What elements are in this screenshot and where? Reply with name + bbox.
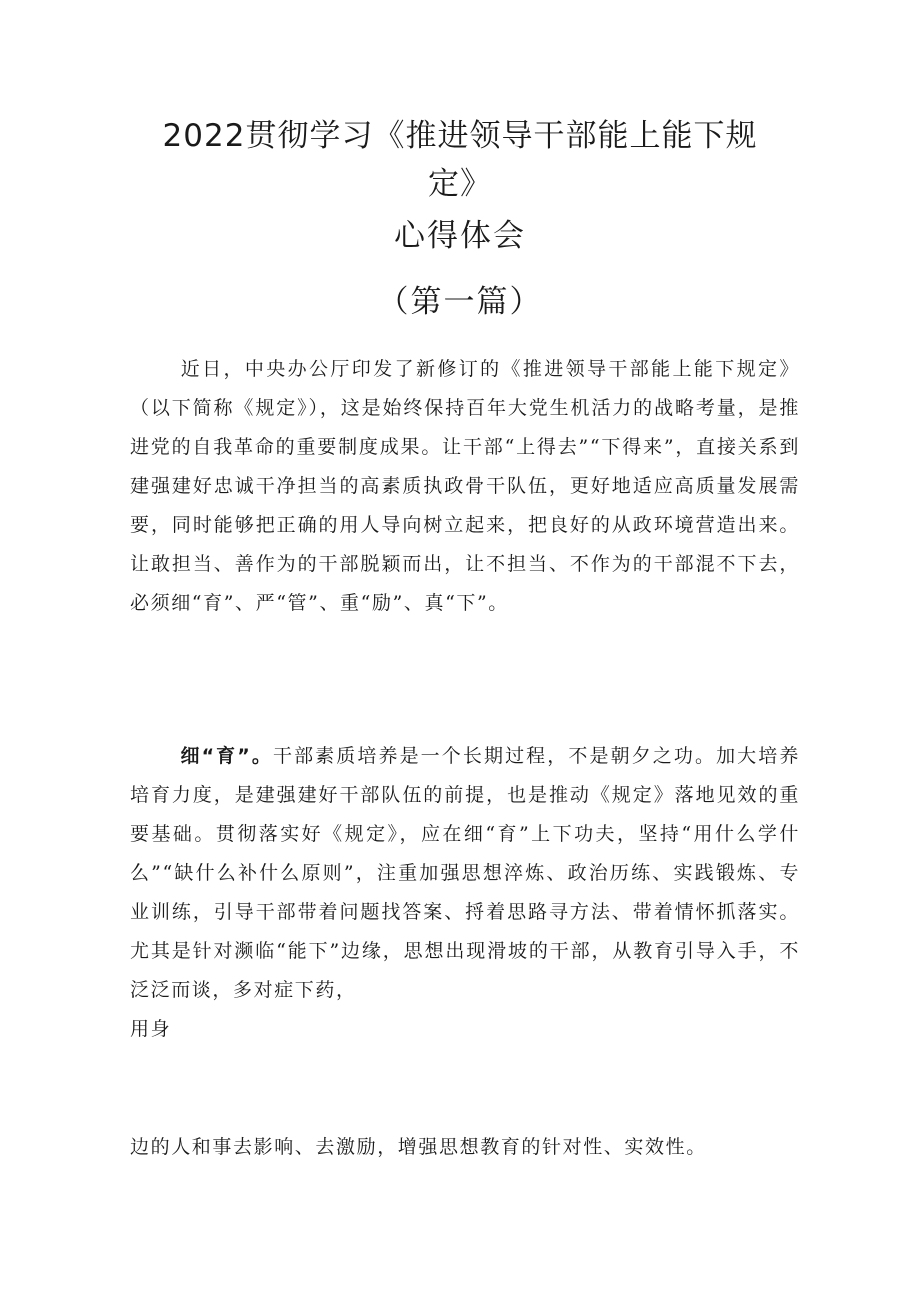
part-label: （第一篇） [377,284,543,320]
paragraph-education [130,737,800,1049]
title-line-1: 2022贯彻学习《推进领导干部能上能下规 [162,118,758,154]
document-title [130,112,790,208]
paragraph-education-text: 干部素质培养是一个长期过程，不是朝夕之功。加大培养培育力度，是建强建好干部队伍的前提，也是推动《规定》落地见效的重要基础。贯彻落实好《规定》，应在细“育”上下功夫，坚持“用什么学什么”“缺什么补什么原则”，注重加强思想淬炼、政治历练、实践锻炼、专业训练，引导干部带着问题找答案、捋着思路寻方法、带着情怀抓落实。尤其是针对濒临“能下”边缘，思想出现滑坡的干部，从教育引导入手，不泛泛而谈，多对症下药， [130,745,800,1001]
document-subtitle: 心得体会 [394,218,526,254]
paragraph-continuation: 边的人和事去影响、去激励，增强思想教育的针对性、实效性。 [130,1136,707,1158]
paragraph-intro [130,350,800,623]
paragraph-lead: 细“育”。 [180,745,273,767]
title-line-2: 定》 [428,166,492,202]
paragraph-education-tail: 用身 [130,1018,172,1040]
paragraph-intro-text: 近日，中央办公厅印发了新修订的《推进领导干部能上能下规定》（以下简称《规定》），这是始终保持百年大党生机活力的战略考量，是推进党的自我革命的重要制度成果。让干部“上得去”“下得来”，直接关系到建强建好忠诚干净担当的高素质执政骨干队伍，更好地适应高质量发展需要，同时能够把正确的用人导向树立起来，把良好的从政环境营造出来。让敢担当、善作为的干部脱颖而出，让不担当、不作为的干部混不下去，必须细“育”、严“管”、重“励”、真“下”。 [130,358,800,614]
